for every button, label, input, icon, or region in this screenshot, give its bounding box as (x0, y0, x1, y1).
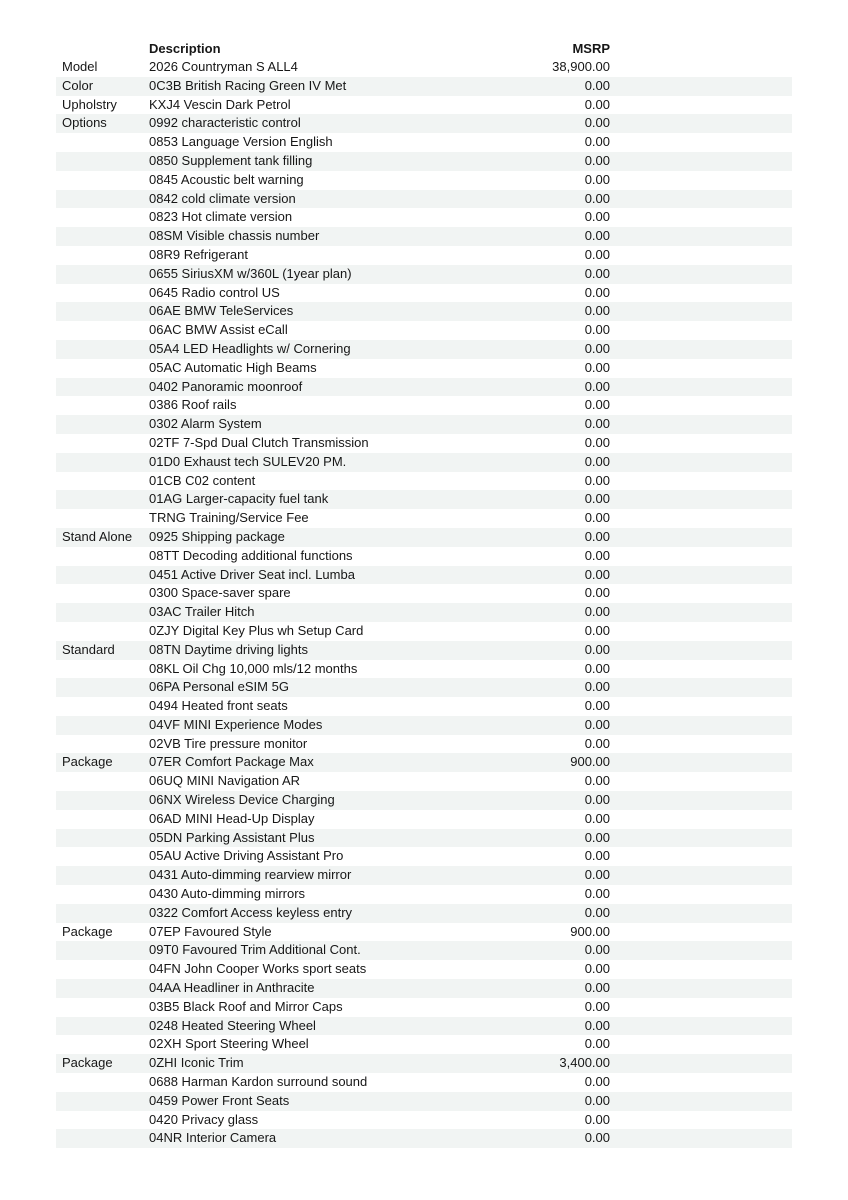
row-description-cell: 0459 Power Front Seats (149, 1092, 290, 1108)
table-row (56, 133, 792, 152)
row-msrp-cell: 0.00 (584, 698, 610, 714)
table-row (56, 359, 792, 378)
row-description-cell: 09T0 Favoured Trim Additional Cont. (149, 942, 361, 958)
row-msrp-cell: 0.00 (584, 792, 610, 808)
row-description-cell: 2026 Countryman S ALL4 (149, 59, 298, 74)
table-row (56, 490, 792, 509)
table-row (56, 227, 792, 246)
row-description-cell: 0300 Space-saver spare (149, 585, 291, 601)
table-header-row (56, 39, 792, 58)
row-description-cell: 0655 SiriusXM w/360L (1year plan) (149, 265, 352, 281)
row-msrp-cell: 0.00 (584, 152, 610, 168)
row-msrp-cell: 0.00 (584, 1111, 610, 1127)
row-description-cell: 0845 Acoustic belt warning (149, 171, 304, 187)
table-row (56, 77, 792, 96)
table-row (56, 1035, 792, 1054)
table-row (56, 58, 792, 77)
table-row (56, 810, 792, 829)
row-msrp-cell: 0.00 (584, 77, 610, 93)
row-description-cell: 04FN John Cooper Works sport seats (149, 961, 367, 977)
row-msrp-cell: 0.00 (584, 1092, 610, 1108)
row-description-cell: 0ZJY Digital Key Plus wh Setup Card (149, 622, 364, 638)
row-msrp-cell: 0.00 (584, 622, 610, 638)
row-description-cell: 0823 Hot climate version (149, 209, 293, 225)
table-body (56, 58, 792, 1148)
table-row (56, 772, 792, 791)
row-msrp-cell: 0.00 (584, 209, 610, 225)
row-msrp-cell: 0.00 (584, 284, 610, 300)
row-msrp-cell: 0.00 (584, 867, 610, 883)
row-description-cell: 04AA Headliner in Anthracite (149, 980, 315, 996)
table-row (56, 396, 792, 415)
row-description-cell: 01D0 Exhaust tech SULEV20 PM. (149, 453, 347, 469)
row-description-cell: 0420 Privacy glass (149, 1111, 259, 1127)
row-msrp-cell: 0.00 (584, 228, 610, 244)
row-category-cell: Model (62, 59, 98, 74)
table-row (56, 660, 792, 679)
row-msrp-cell: 900.00 (570, 754, 610, 770)
row-msrp-cell: 0.00 (584, 547, 610, 563)
row-category-cell: Package (62, 1055, 113, 1071)
table-row (56, 979, 792, 998)
row-msrp-cell: 0.00 (584, 190, 610, 206)
table-row (56, 284, 792, 303)
row-msrp-cell: 0.00 (584, 735, 610, 751)
table-row (56, 96, 792, 115)
row-msrp-cell: 0.00 (584, 773, 610, 789)
row-msrp-cell: 3,400.00 (559, 1055, 610, 1071)
table-row (56, 829, 792, 848)
row-msrp-cell: 0.00 (584, 1074, 610, 1090)
table-row (56, 735, 792, 754)
row-description-cell: 08TN Daytime driving lights (149, 641, 308, 657)
table-row (56, 941, 792, 960)
row-description-cell: 0386 Roof rails (149, 397, 237, 413)
table-row (56, 923, 792, 942)
row-description-cell: 01AG Larger-capacity fuel tank (149, 491, 329, 507)
row-description-cell: 0402 Panoramic moonroof (149, 378, 303, 394)
row-msrp-cell: 0.00 (584, 359, 610, 375)
row-description-cell: 0302 Alarm System (149, 416, 262, 432)
row-description-cell: 06NX Wireless Device Charging (149, 792, 335, 808)
table-row (56, 641, 792, 660)
row-msrp-cell: 0.00 (584, 679, 610, 695)
table-row (56, 434, 792, 453)
table-row (56, 566, 792, 585)
table-row (56, 114, 792, 133)
row-description-cell: 04VF MINI Experience Modes (149, 716, 323, 732)
row-description-cell: 0430 Auto-dimming mirrors (149, 886, 306, 902)
row-msrp-cell: 0.00 (584, 378, 610, 394)
table-row (56, 960, 792, 979)
row-description-cell: 02TF 7-Spd Dual Clutch Transmission (149, 434, 369, 450)
row-description-cell: 05DN Parking Assistant Plus (149, 829, 315, 845)
row-description-cell: 0842 cold climate version (149, 190, 296, 206)
row-description-cell: 07EP Favoured Style (149, 923, 272, 939)
table-row (56, 584, 792, 603)
row-description-cell: 0494 Heated front seats (149, 698, 288, 714)
row-category-cell: Stand Alone (62, 528, 133, 544)
row-category-cell: Upholstry (62, 96, 117, 112)
table-row (56, 246, 792, 265)
table-row (56, 472, 792, 491)
row-description-cell: 0451 Active Driver Seat incl. Lumba (149, 566, 355, 582)
row-description-cell: 06PA Personal eSIM 5G (149, 679, 289, 695)
row-description-cell: 08R9 Refrigerant (149, 246, 248, 262)
row-msrp-cell: 900.00 (570, 923, 610, 939)
row-msrp-cell: 0.00 (584, 416, 610, 432)
row-msrp-cell: 0.00 (584, 453, 610, 469)
row-description-cell: 0850 Supplement tank filling (149, 152, 313, 168)
row-msrp-cell: 0.00 (584, 810, 610, 826)
row-category-cell: Standard (62, 641, 115, 657)
table-row (56, 697, 792, 716)
row-msrp-cell: 0.00 (584, 265, 610, 281)
row-description-cell: 0853 Language Version English (149, 134, 333, 150)
row-msrp-cell: 0.00 (584, 171, 610, 187)
row-msrp-cell: 0.00 (584, 829, 610, 845)
row-msrp-cell: 0.00 (584, 528, 610, 544)
table-row (56, 152, 792, 171)
row-msrp-cell: 0.00 (584, 322, 610, 338)
row-description-cell: 05AU Active Driving Assistant Pro (149, 848, 344, 864)
row-description-cell: 0431 Auto-dimming rearview mirror (149, 867, 352, 883)
row-description-cell: 05A4 LED Headlights w/ Cornering (149, 340, 351, 356)
row-msrp-cell: 0.00 (584, 510, 610, 526)
row-msrp-cell: 0.00 (584, 340, 610, 356)
row-description-cell: 01CB C02 content (149, 472, 256, 488)
row-description-cell: 08SM Visible chassis number (149, 228, 320, 244)
table-row (56, 678, 792, 697)
row-category-cell: Package (62, 923, 113, 939)
row-msrp-cell: 0.00 (584, 434, 610, 450)
row-msrp-cell: 0.00 (584, 246, 610, 262)
row-description-cell: 06AD MINI Head-Up Display (149, 810, 315, 826)
table-row (56, 622, 792, 641)
row-msrp-cell: 0.00 (584, 904, 610, 920)
row-category-cell: Package (62, 754, 113, 770)
table-row (56, 1073, 792, 1092)
row-description-cell: 02VB Tire pressure monitor (149, 735, 308, 751)
row-description-cell: 0992 characteristic control (149, 115, 301, 131)
row-description-cell: 0248 Heated Steering Wheel (149, 1017, 316, 1033)
row-msrp-cell: 0.00 (584, 585, 610, 601)
table-row (56, 415, 792, 434)
row-description-cell: 02XH Sport Steering Wheel (149, 1036, 309, 1052)
row-msrp-cell: 0.00 (584, 641, 610, 657)
row-msrp-cell: 0.00 (584, 848, 610, 864)
table-row (56, 791, 792, 810)
table-row (56, 753, 792, 772)
table-row (56, 340, 792, 359)
row-description-cell: 07ER Comfort Package Max (149, 754, 314, 770)
table-row (56, 509, 792, 528)
row-msrp-cell: 0.00 (584, 96, 610, 112)
row-msrp-cell: 0.00 (584, 1130, 610, 1146)
row-msrp-cell: 38,900.00 (552, 59, 610, 74)
row-msrp-cell: 0.00 (584, 942, 610, 958)
row-description-cell: 03AC Trailer Hitch (149, 604, 255, 620)
row-description-cell: 06UQ MINI Navigation AR (149, 773, 301, 789)
row-msrp-cell: 0.00 (584, 716, 610, 732)
table-row (56, 547, 792, 566)
row-description-cell: 0645 Radio control US (149, 284, 280, 300)
table-row (56, 1017, 792, 1036)
row-msrp-cell: 0.00 (584, 115, 610, 131)
vehicle-options-table (56, 39, 792, 1148)
row-description-cell: 06AE BMW TeleServices (149, 303, 294, 319)
table-row (56, 453, 792, 472)
table-row (56, 528, 792, 547)
header-description-cell: Description (149, 41, 221, 56)
row-description-cell: 05AC Automatic High Beams (149, 359, 317, 375)
row-msrp-cell: 0.00 (584, 566, 610, 582)
row-msrp-cell: 0.00 (584, 303, 610, 319)
row-msrp-cell: 0.00 (584, 397, 610, 413)
row-description-cell: 06AC BMW Assist eCall (149, 322, 288, 338)
row-msrp-cell: 0.00 (584, 472, 610, 488)
row-description-cell: 0C3B British Racing Green IV Met (149, 77, 347, 93)
table-row (56, 998, 792, 1017)
row-description-cell: 03B5 Black Roof and Mirror Caps (149, 998, 343, 1014)
table-row (56, 378, 792, 397)
row-description-cell: 0925 Shipping package (149, 528, 285, 544)
row-description-cell: TRNG Training/Service Fee (149, 510, 309, 526)
table-row (56, 265, 792, 284)
row-msrp-cell: 0.00 (584, 961, 610, 977)
row-category-cell: Color (62, 77, 94, 93)
row-description-cell: 0322 Comfort Access keyless entry (149, 904, 353, 920)
row-msrp-cell: 0.00 (584, 1017, 610, 1033)
table-row (56, 603, 792, 622)
row-msrp-cell: 0.00 (584, 660, 610, 676)
table-row (56, 1092, 792, 1111)
table-row (56, 1111, 792, 1130)
row-msrp-cell: 0.00 (584, 491, 610, 507)
table-row (56, 1129, 792, 1148)
table-row (56, 302, 792, 321)
row-description-cell: KXJ4 Vescin Dark Petrol (149, 96, 291, 112)
table-row (56, 208, 792, 227)
header-msrp-cell: MSRP (572, 41, 610, 56)
table-row (56, 847, 792, 866)
row-msrp-cell: 0.00 (584, 134, 610, 150)
table-row (56, 885, 792, 904)
row-msrp-cell: 0.00 (584, 998, 610, 1014)
table-row (56, 1054, 792, 1073)
row-msrp-cell: 0.00 (584, 886, 610, 902)
table-row (56, 716, 792, 735)
row-description-cell: 04NR Interior Camera (149, 1130, 277, 1146)
row-msrp-cell: 0.00 (584, 604, 610, 620)
row-description-cell: 08KL Oil Chg 10,000 mls/12 months (149, 660, 358, 676)
row-category-cell: Options (62, 115, 107, 131)
table-row (56, 866, 792, 885)
table-row (56, 321, 792, 340)
table-row (56, 171, 792, 190)
row-msrp-cell: 0.00 (584, 1036, 610, 1052)
table-row (56, 904, 792, 923)
row-description-cell: 0ZHI Iconic Trim (149, 1055, 244, 1071)
row-description-cell: 08TT Decoding additional functions (149, 547, 353, 563)
row-description-cell: 0688 Harman Kardon surround sound (149, 1074, 368, 1090)
row-msrp-cell: 0.00 (584, 980, 610, 996)
table-row (56, 190, 792, 209)
